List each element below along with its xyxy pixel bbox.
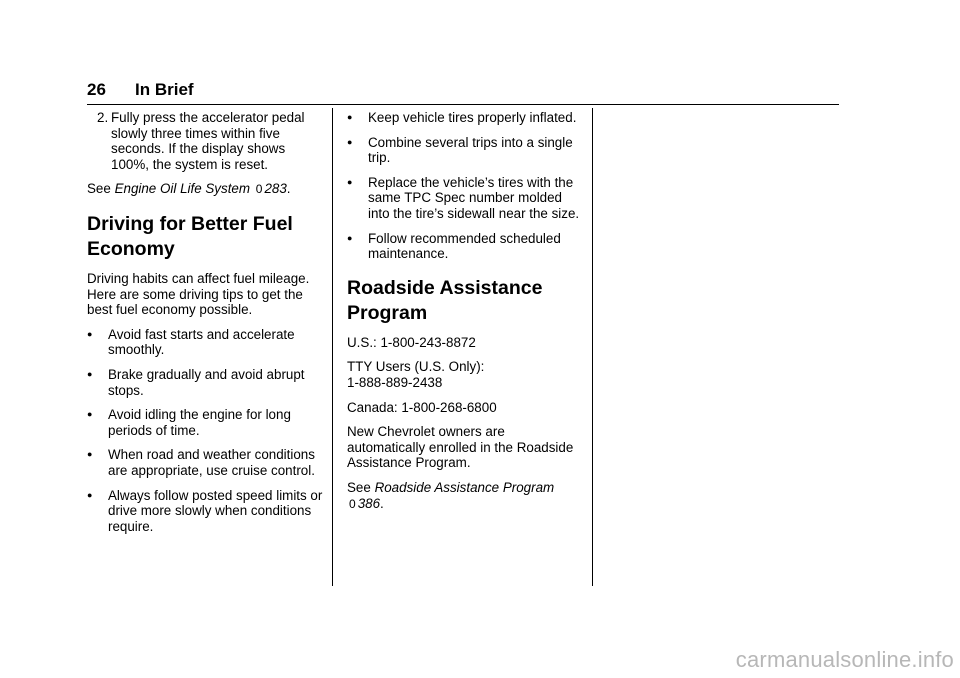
tty-label: TTY Users (U.S. Only): [347,359,485,375]
tty-number: 1-888-889-2438 [347,374,443,390]
bullet-icon: ● [347,112,353,122]
middle-column [347,110,583,521]
section-title: In Brief [135,80,194,99]
list-item [347,135,583,166]
see-reference [87,181,323,198]
left-column [87,110,323,543]
list-item-text: When road and weather conditions are appropriate, use cruise control. [108,447,315,478]
page-number: 26 [87,80,106,99]
canada-phone: Canada: 1-800-268-6800 [347,399,497,415]
bullet-icon: ● [87,449,93,460]
list-item-text: Follow recommended scheduled maintenance. [368,230,561,262]
list-item [87,327,323,358]
column-divider [332,108,333,586]
page-arrow-icon: 0 [349,496,356,511]
bullet-icon: ● [87,368,93,379]
list-item [347,110,583,126]
fuel-economy-heading: Driving for Better Fuel Economy [87,212,293,260]
list-item [347,231,583,262]
list-item [87,447,323,478]
reference-page[interactable]: 283 [264,181,287,197]
tty-phone [347,359,583,390]
see-prefix: See [87,181,111,197]
page-arrow-icon: 0 [255,182,263,197]
roadside-heading: Roadside Assistance Program [347,276,543,324]
watermark: carmanualsonline.info [735,647,954,672]
bullet-icon: ● [347,136,353,147]
list-item-text: Keep vehicle tires properly inflated. [368,110,577,125]
fuel-economy-intro: Driving habits can affect fuel mileage. Here are some driving tips to get the best fuel economy possible. [87,270,310,318]
list-item-text: Combine several trips into a single trip. [368,134,573,166]
list-item-text: Replace the vehicle’s tires with the same TPC Spec number molded into the tire’s sidewall near the size. [368,174,580,221]
see-reference [347,480,583,512]
column-divider [592,108,593,586]
list-item-text: Avoid fast starts and accelerate smoothly. [108,326,295,358]
see-suffix: . [286,181,291,197]
page-header [87,80,839,105]
us-phone: U.S.: 1-800-243-8872 [347,334,476,350]
bullet-icon: ● [347,176,353,187]
step-text: Fully press the accelerator pedal slowly three times within five seconds. If the display shows 100%, the system is reset. [111,110,305,172]
bullet-icon: ● [347,232,353,243]
bullet-icon: ● [87,489,93,500]
bullet-icon: ● [87,328,93,339]
list-item-text: Brake gradually and avoid abrupt stops. [108,366,305,398]
see-prefix: See [347,479,371,495]
reference-page[interactable]: 386 [357,495,381,511]
reference-link[interactable]: Engine Oil Life System [114,181,251,197]
list-item-text: Always follow posted speed limits or drive more slowly when conditions require. [108,487,323,534]
list-item [347,175,583,222]
list-item [87,407,323,438]
new-owners-text: New Chevrolet owners are automatically enrolled in the Roadside Assistance Program. [347,424,574,471]
step-number: 2. [97,110,109,125]
reference-link[interactable]: Roadside Assistance Program [374,479,555,495]
numbered-step [87,110,323,172]
see-suffix: . [380,495,384,511]
list-item [87,367,323,398]
list-item [87,488,323,535]
bullet-icon: ● [87,409,93,420]
list-item-text: Avoid idling the engine for long periods of time. [108,407,291,438]
